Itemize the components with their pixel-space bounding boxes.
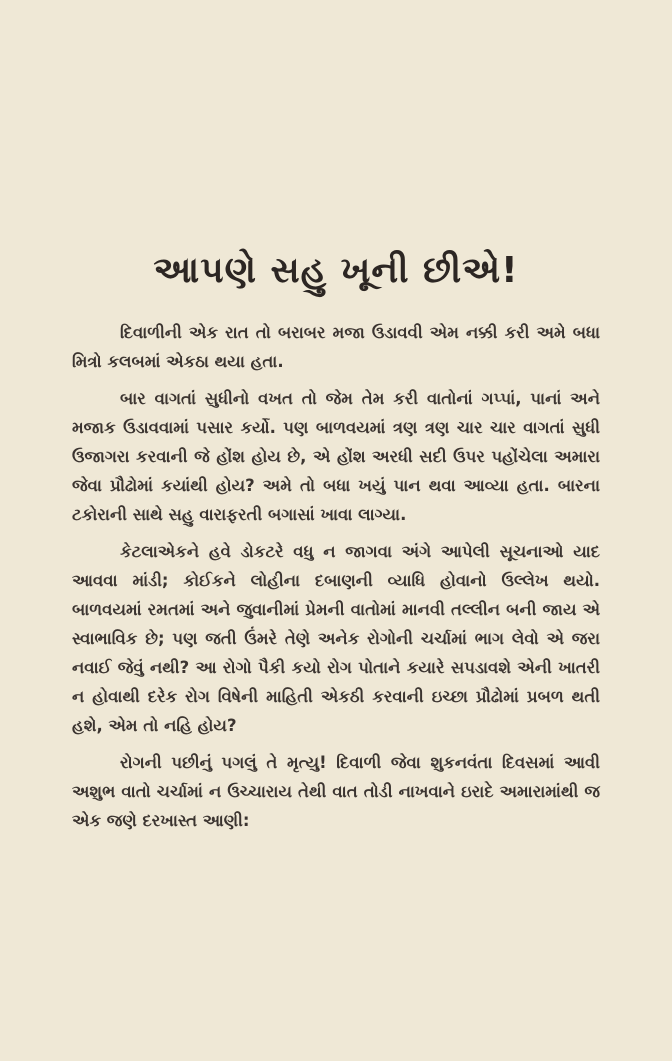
paragraph-2: બાર વાગતાં સુધીનો વખત તો જેમ તેમ કરી વાતોનાં ગપ્પાં, પાનાં અને મજાક ઉડાવવામાં પસાર કર્યો. પણ બાળવયમાં ત્રણ ત્રણ ચાર ચાર વાગતાં સુધી ઉજાગરા કરવાની જે હોંશ હોય છે, એ હોંશ અરધી સદી ઉપર પહોંચેલા અમારા જેવા પ્રૌઢોમાં કયાંથી હોય? અમે તો બધા ખયું પાન થવા આવ્યા હતા. બારના ટકોરાની સાથે સહુ વારાફરતી બગાસાં ખાવા લાગ્યા. (72, 389, 600, 524)
paragraph-3: કેટલાએકને હવે ડોકટરે વધુ ન જાગવા અંગે આપેલી સૂચનાઓ યાદ આવવા માંડી; કોઈકને લોહીના દબાણની વ્યાધિ હોવાનો ઉલ્લેખ થયો. બાળવયમાં રમતમાં અને જુવાનીમાં પ્રેમની વાતોમાં માનવી તલ્લીન બની જાય એ સ્વાભાવિક છે; પણ જતી ઉંમરે તેણે અનેક રોગોની ચર્ચામાં ભાગ લેવો એ જરા નવાઈ જેવું નથી? આ રોગો પૈકી કયો રોગ પોતાને કયારે સપડાવશે એની ખાતરી ન હોવાથી દરેક રોગ વિષેની માહિતી એકઠી કરવાની ઇચ્છા પ્રૌઢોમાં પ્રબળ થતી હશે, એમ તો નહિ હોય? (72, 542, 600, 735)
paragraph-1: દિવાળીની એક રાત તો બરાબર મજા ઉડાવવી એમ નક્કી કરી અમે બધા મિત્રો કલબમાં એકઠા થયા હતા. (72, 323, 600, 371)
chapter-title: આપણે સહુ ખૂની છીએ! (153, 250, 519, 291)
paragraph-4: રોગની પછીનું પગલું તે મૃત્યુ! દિવાળી જેવા શુકનવંતા દિવસમાં આવી અશુભ વાતો ચર્ચામાં ન ઉચ્ચારાય તેથી વાત તોડી નાખવાને ઇરાદે અમારામાંથી જ એક જણે દરખાસ્ત આણી: (72, 753, 600, 830)
